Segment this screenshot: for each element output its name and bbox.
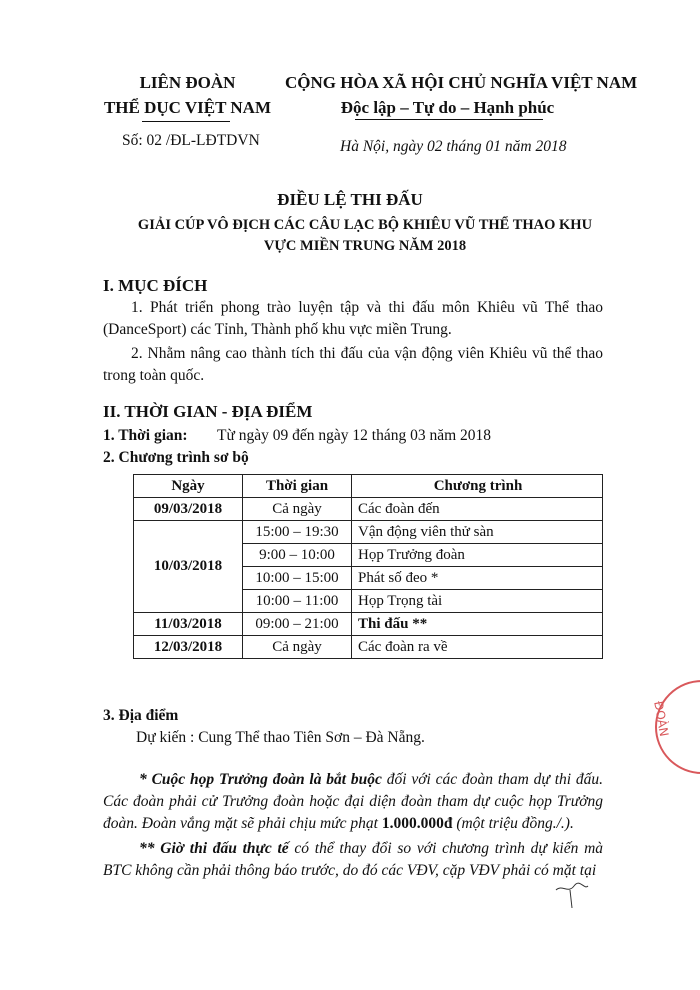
cell-program: Phát số đeo * (352, 567, 603, 590)
note-2-bold: Giờ thi đấu thực tế (160, 840, 289, 857)
cell-date: 11/03/2018 (134, 613, 243, 636)
section-1-heading: I. MỤC ĐÍCH (103, 276, 208, 295)
org-underline (142, 121, 230, 122)
note-2-rest: có thể thay đổi so với chương trình dự kiến mà BTC không cần phải thông báo trước, do đó các VĐV, cặp VĐV phải có mặt tại (103, 840, 604, 879)
schedule-table (133, 474, 603, 659)
document-number: Số: 02 /ĐL-LĐTDVN (122, 132, 260, 149)
table-row (134, 498, 603, 521)
table-row (134, 521, 603, 544)
cell-date: 10/03/2018 (134, 521, 243, 613)
note-2 (103, 838, 603, 882)
note-1-end: (một triệu đồng./.). (452, 815, 574, 832)
table-header-row (134, 475, 603, 498)
section-2-heading: II. THỜI GIAN - ĐỊA ĐIỂM (103, 402, 313, 421)
cell-program: Các đoàn ra về (352, 636, 603, 659)
cell-time: 15:00 – 19:30 (243, 521, 352, 544)
motto-underline (355, 119, 543, 120)
cell-time: Cả ngày (243, 498, 352, 521)
initials-mark (552, 880, 592, 910)
cell-time: Cả ngày (243, 636, 352, 659)
note-1-bold: Cuộc họp Trưởng đoàn là bắt buộc (151, 771, 382, 788)
cell-time: 09:00 – 21:00 (243, 613, 352, 636)
time-row (103, 427, 491, 445)
document-title: ĐIỀU LỆ THI ĐẤU (277, 190, 423, 209)
motto: Độc lập – Tự do – Hạnh phúc (340, 98, 555, 117)
stamp-text: ĐOÀN (651, 700, 672, 738)
cell-program: Họp Trưởng đoàn (352, 544, 603, 567)
note-1-fine: 1.000.000đ (381, 815, 453, 832)
cell-time: 10:00 – 11:00 (243, 590, 352, 613)
cell-program: Thi đấu ** (352, 613, 603, 636)
venue-label: 3. Địa điểm (103, 707, 179, 724)
cell-program: Các đoàn đến (352, 498, 603, 521)
note-2-star: ** (139, 840, 161, 857)
table-row (134, 636, 603, 659)
time-value: Từ ngày 09 đến ngày 12 tháng 03 năm 2018 (217, 427, 492, 444)
cell-time: 10:00 – 15:00 (243, 567, 352, 590)
note-1 (103, 769, 603, 835)
national-header (285, 70, 638, 120)
cell-date: 12/03/2018 (134, 636, 243, 659)
cell-date: 09/03/2018 (134, 498, 243, 521)
document-date: Hà Nội, ngày 02 tháng 01 năm 2018 (340, 138, 567, 155)
org-line-2: THỂ DỤC VIỆT NAM (103, 98, 272, 117)
header-program: Chương trình (352, 475, 603, 498)
table-row (134, 613, 603, 636)
section-1-paragraph-2: 2. Nhằm nâng cao thành tích thi đấu của vận động viên Khiêu vũ thể thao trong toàn quốc. (103, 345, 603, 384)
note-1-rest: đối với các đoàn tham dự thi đấu. Các đoàn phải cử Trưởng đoàn hoặc đại diện đoàn tham dự cuộc họp Trưởng đoàn. Đoàn vắng mặt sẽ phải chịu mức phạt (103, 771, 604, 832)
document-subtitle: GIẢI CÚP VÔ ĐỊCH CÁC CÂU LẠC BỘ KHIÊU VŨ THỂ THAO KHU VỰC MIỀN TRUNG NĂM 2018 (137, 217, 593, 254)
cell-time: 9:00 – 10:00 (243, 544, 352, 567)
note-1-star: * (139, 771, 152, 788)
venue-value: Dự kiến : Cung Thể thao Tiên Sơn – Đà Nẵng. (136, 729, 425, 746)
org-line-1: LIÊN ĐOÀN (139, 73, 236, 92)
section-1-paragraph-1: 1. Phát triển phong trào luyện tập và thi đấu môn Khiêu vũ Thể thao (DanceSport) các Tỉnh, Thành phố khu vực miền Trung. (103, 299, 603, 338)
cell-program: Họp Trọng tài (352, 590, 603, 613)
time-label: 1. Thời gian: (103, 427, 188, 444)
organization-name (95, 70, 280, 120)
program-label: 2. Chương trình sơ bộ (103, 449, 249, 466)
header-date: Ngày (134, 475, 243, 498)
nation-name: CỘNG HÒA XÃ HỘI CHỦ NGHĨA VIỆT NAM (285, 73, 638, 92)
cell-program: Vận động viên thử sàn (352, 521, 603, 544)
header-time: Thời gian (243, 475, 352, 498)
